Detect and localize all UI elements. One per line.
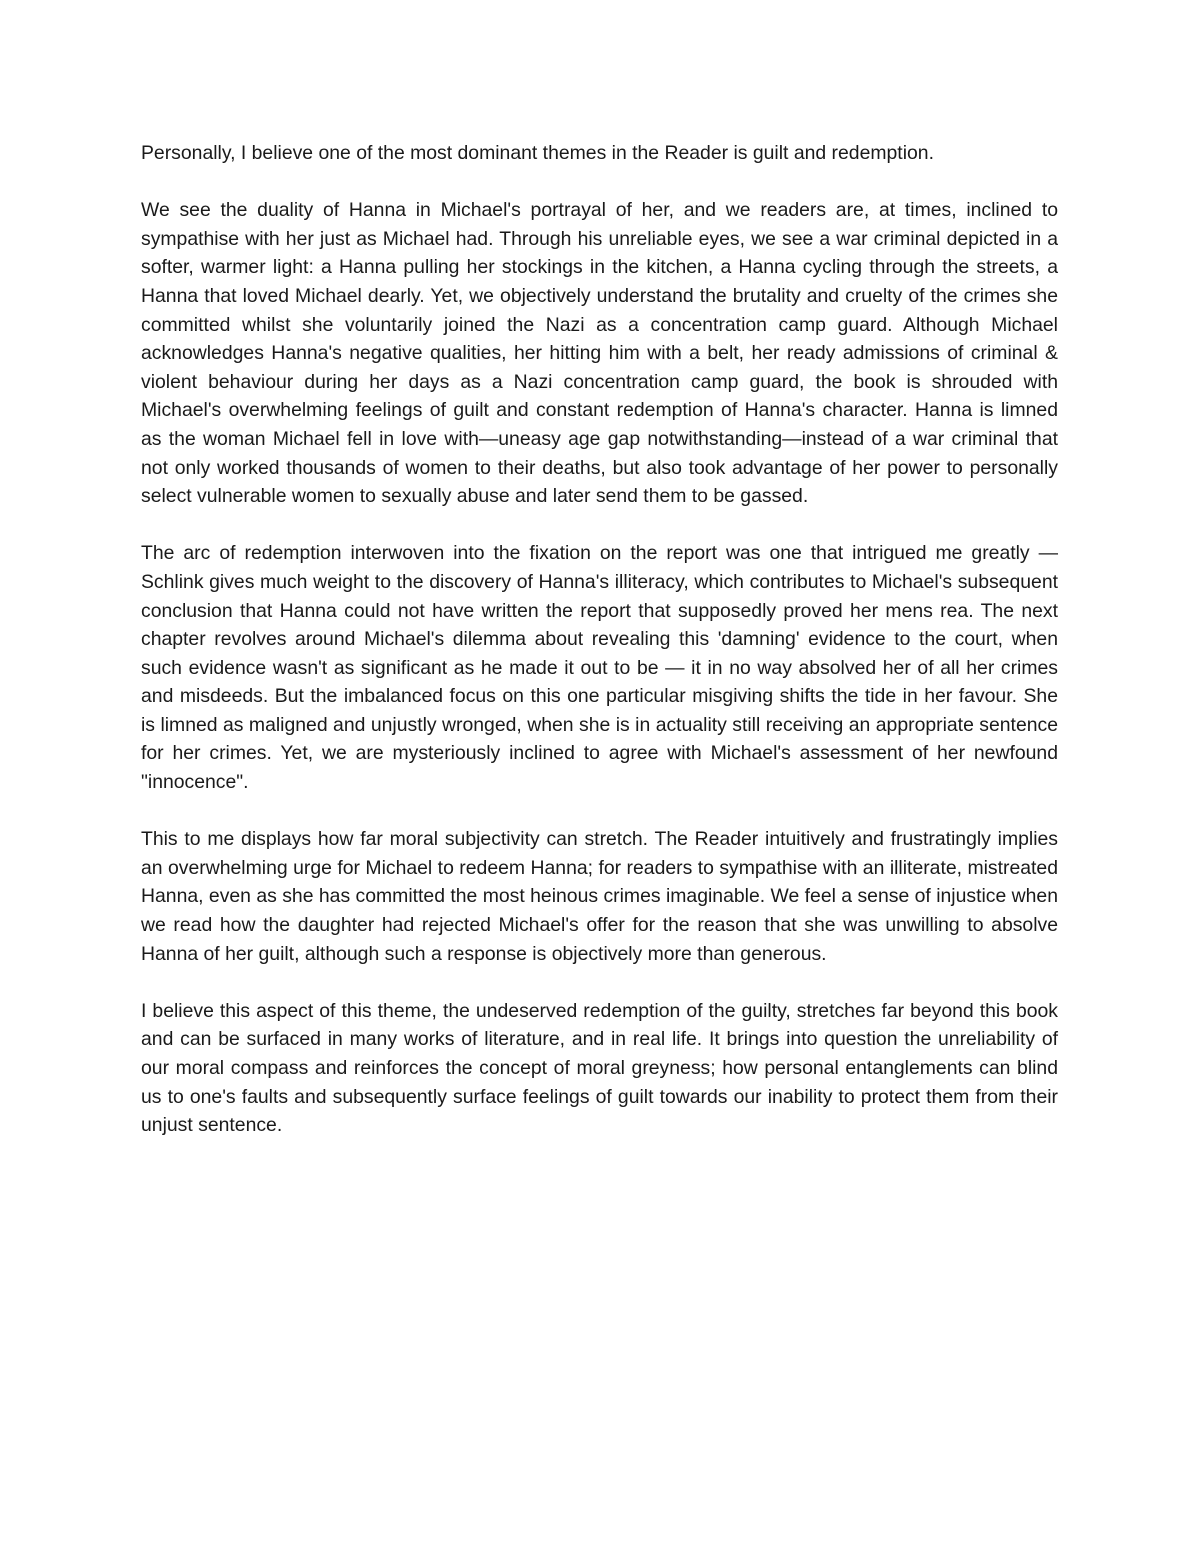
paragraph-moral-subjectivity: This to me displays how far moral subjectivity can stretch. The Reader intuitively and frustratingly implies an overwhelming urge for Michael to redeem Hanna; for readers to sympathise with an illiterate, mistreated Hanna, even as she has committed the most heinous crimes imaginable. We feel a sense of injustice when we read how the daughter had rejected Michael's offer for the reason that she was unwilling to absolve Hanna of her guilt, although such a response is objectively more than generous. [141,828,1058,965]
paragraph-arc-of-redemption: The arc of redemption interwoven into the fixation on the report was one that intrigued me greatly — Schlink gives much weight to the discovery of Hanna's illiteracy, which contributes to Michael's subsequent conclusion that Hanna could not have written the report that supposedly proved her mens rea. The next chapter revolves around Michael's dilemma about revealing this 'damning' evidence to the court, when such evidence wasn't as significant as he made it out to be — it in no way absolved her of all her crimes and misdeeds. But the imbalanced focus on this one particular misgiving shifts the tide in her favour. She is limned as maligned and unjustly wronged, when she is in actuality still receiving an appropriate sentence for her crimes. Yet, we are mysteriously inclined to agree with Michael's assessment of her newfound "innocence". [141,542,1058,794]
paragraph-conclusion: I believe this aspect of this theme, the undeserved redemption of the guilty, stretches far beyond this book and can be surfaced in many works of literature, and in real life. It brings into question the unreliability of our moral compass and reinforces the concept of moral greyness; how personal entanglements can blind us to one's faults and subsequently surface feelings of guilt towards our inability to protect them from their unjust sentence. [141,999,1058,1137]
paragraph-duality: We see the duality of Hanna in Michael's portrayal of her, and we readers are, at times, inclined to sympathise with her just as Michael had. Through his unreliable eyes, we see a war criminal depicted in a softer, warmer light: a Hanna pulling her stockings in the kitchen, a Hanna cycling through the streets, a Hanna that loved Michael dearly. Yet, we objectively understand the brutality and cruelty of the crimes she committed whilst she voluntarily joined the Nazi as a concentration camp guard. Although Michael acknowledges Hanna's negative qualities, her hitting him with a belt, her ready admissions of criminal & violent behaviour during her days as a Nazi concentration camp guard, the book is shrouded with Michael's overwhelming feelings of guilt and constant redemption of Hanna's character. Hanna is limned as the woman Michael fell in love with—uneasy age gap notwithstanding—instead of a war criminal that not only worked thousands of women to their deaths, but also took advantage of her power to personally select vulnerable women to sexually abuse and later send them to be gassed. [141,199,1058,508]
document-body [141,139,1058,1168]
paragraph-intro: Personally, I believe one of the most dominant themes in the Reader is guilt and redemption. [141,142,934,164]
